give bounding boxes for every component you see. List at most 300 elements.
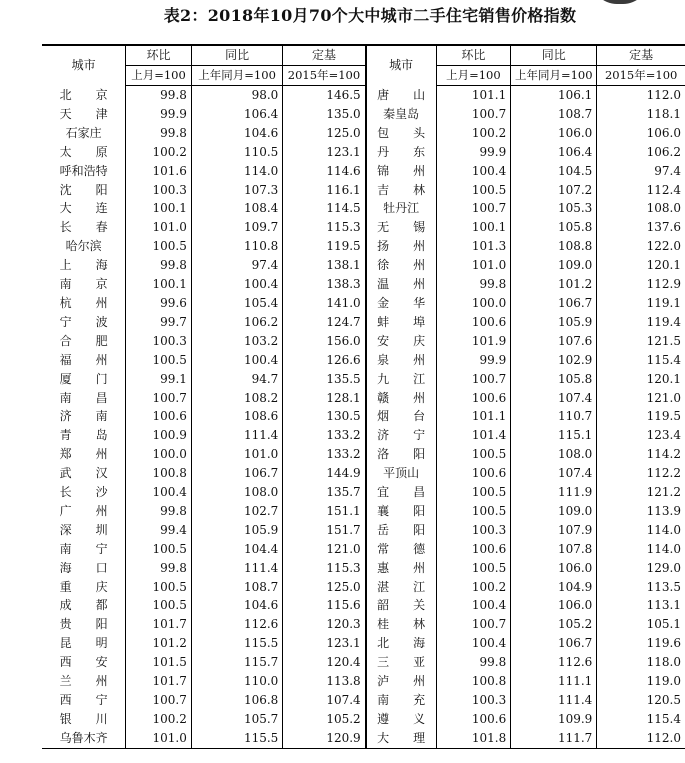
- yoy-cell-right: 106.0: [511, 596, 597, 615]
- city-cell-right: 南 充: [377, 693, 426, 707]
- city-cell-right: 无 锡: [377, 220, 426, 235]
- table-row: [42, 729, 685, 748]
- header-dj-right: 定基: [597, 45, 685, 66]
- yoy-cell-right: 106.4: [511, 143, 597, 162]
- yoy-cell-right: 107.9: [511, 521, 597, 540]
- yoy-cell-right: 105.2: [511, 615, 597, 634]
- table-row: [42, 105, 685, 124]
- table-row: [42, 313, 685, 332]
- city-cell: 广 州: [59, 503, 108, 518]
- mom-cell-right: 101.1: [436, 407, 511, 426]
- subheader-dj-right: 2015年=100: [597, 66, 685, 86]
- city-cell-right: 宜 昌: [377, 485, 426, 500]
- table-row: [42, 218, 685, 237]
- mom-cell: 100.5: [126, 237, 192, 256]
- base-cell: 133.2: [283, 445, 366, 464]
- base-cell-right: 119.5: [597, 407, 685, 426]
- base-cell-right: 121.0: [597, 389, 685, 408]
- table-title: 表2：2018年10月70个大中城市二手住宅销售价格指数: [163, 6, 577, 25]
- base-cell-right: 120.5: [597, 691, 685, 710]
- mom-cell-right: 100.0: [436, 294, 511, 313]
- yoy-cell-right: 105.8: [511, 370, 597, 389]
- table-row: [42, 181, 685, 200]
- base-cell-right: 97.4: [597, 162, 685, 181]
- yoy-cell-right: 104.5: [511, 162, 597, 181]
- city-cell-right: 蚌 埠: [377, 314, 426, 329]
- mom-cell-right: 100.5: [436, 502, 511, 521]
- yoy-cell-right: 108.8: [511, 237, 597, 256]
- city-cell: 合 肥: [59, 333, 108, 348]
- base-cell-right: 115.4: [597, 351, 685, 370]
- yoy-cell: 108.2: [191, 389, 282, 408]
- yoy-cell: 111.4: [191, 426, 282, 445]
- mom-cell-right: 101.3: [436, 237, 511, 256]
- yoy-cell-right: 112.6: [511, 653, 597, 672]
- mom-cell: 100.2: [126, 143, 192, 162]
- yoy-cell: 114.0: [191, 162, 282, 181]
- yoy-cell-right: 107.8: [511, 540, 597, 559]
- mom-cell: 101.2: [126, 634, 192, 653]
- mom-cell: 101.7: [126, 615, 192, 634]
- base-cell: 115.3: [283, 218, 366, 237]
- yoy-cell: 110.5: [191, 143, 282, 162]
- city-cell: 兰 州: [59, 674, 108, 689]
- yoy-cell-right: 109.0: [511, 502, 597, 521]
- yoy-cell-right: 106.7: [511, 634, 597, 653]
- city-cell-right: 安 庆: [377, 333, 426, 348]
- mom-cell: 100.8: [126, 464, 192, 483]
- city-cell: 呼和浩特: [59, 163, 108, 178]
- city-cell-right: 洛 阳: [377, 447, 426, 462]
- base-cell: 121.0: [283, 540, 366, 559]
- mom-cell-right: 99.8: [436, 653, 511, 672]
- yoy-cell-right: 111.9: [511, 483, 597, 502]
- table-row: [42, 559, 685, 578]
- mom-cell: 99.9: [126, 105, 192, 124]
- table-row: [42, 370, 685, 389]
- city-cell-right: 岳 阳: [377, 522, 426, 537]
- base-cell: 114.5: [283, 199, 366, 218]
- city-cell-right: 济 宁: [377, 428, 426, 443]
- mom-cell: 100.4: [126, 483, 192, 502]
- yoy-cell: 104.4: [191, 540, 282, 559]
- city-cell-right: 包 头: [377, 125, 426, 140]
- city-cell: 成 都: [59, 598, 108, 613]
- city-cell-right: 平顶山: [383, 466, 420, 481]
- yoy-cell: 115.5: [191, 729, 282, 748]
- table-row: [42, 615, 685, 634]
- base-cell: 156.0: [283, 332, 366, 351]
- table-row: [42, 237, 685, 256]
- city-cell: 杭 州: [59, 295, 108, 310]
- city-cell: 南 宁: [59, 541, 108, 556]
- table-row: [42, 596, 685, 615]
- mom-cell-right: 100.7: [436, 370, 511, 389]
- yoy-cell: 110.0: [191, 672, 282, 691]
- yoy-cell: 102.7: [191, 502, 282, 521]
- yoy-cell: 115.7: [191, 653, 282, 672]
- yoy-cell-right: 111.1: [511, 672, 597, 691]
- base-cell-right: 114.2: [597, 445, 685, 464]
- base-cell: 138.1: [283, 256, 366, 275]
- mom-cell-right: 100.6: [436, 313, 511, 332]
- mom-cell: 100.5: [126, 596, 192, 615]
- base-cell: 116.1: [283, 181, 366, 200]
- city-cell: 昆 明: [59, 636, 108, 651]
- table-row: [42, 483, 685, 502]
- base-cell-right: 121.2: [597, 483, 685, 502]
- yoy-cell: 101.0: [191, 445, 282, 464]
- city-cell-right: 泉 州: [377, 352, 426, 367]
- base-cell-right: 119.4: [597, 313, 685, 332]
- base-cell-right: 119.6: [597, 634, 685, 653]
- table-row: [42, 143, 685, 162]
- base-cell: 119.5: [283, 237, 366, 256]
- city-cell: 乌鲁木齐: [42, 729, 126, 748]
- base-cell: 146.5: [283, 86, 366, 105]
- yoy-cell-right: 102.9: [511, 351, 597, 370]
- base-cell: 105.2: [283, 710, 366, 729]
- table-row: [42, 407, 685, 426]
- base-cell-right: 113.5: [597, 578, 685, 597]
- base-cell: 107.4: [283, 691, 366, 710]
- mom-cell: 100.3: [126, 332, 192, 351]
- mom-cell-right: 100.7: [436, 105, 511, 124]
- mom-cell-right: 100.5: [436, 181, 511, 200]
- base-cell-right: 112.4: [597, 181, 685, 200]
- yoy-cell: 106.7: [191, 464, 282, 483]
- mom-cell-right: 100.5: [436, 483, 511, 502]
- city-cell: 海 口: [59, 560, 108, 575]
- yoy-cell: 100.4: [191, 351, 282, 370]
- mom-cell: 101.7: [126, 672, 192, 691]
- base-cell-right: 112.0: [597, 86, 685, 105]
- base-cell-right: 113.9: [597, 502, 685, 521]
- yoy-cell: 106.2: [191, 313, 282, 332]
- city-cell-right: 惠 州: [377, 560, 426, 575]
- header-city: 城市: [42, 45, 126, 86]
- city-cell: 青 岛: [59, 428, 108, 443]
- city-cell-right: 赣 州: [377, 390, 426, 405]
- base-cell: 113.8: [283, 672, 366, 691]
- city-cell-right: 牡丹江: [383, 201, 420, 216]
- mom-cell: 100.1: [126, 275, 192, 294]
- city-cell: 深 圳: [59, 522, 108, 537]
- yoy-cell: 105.7: [191, 710, 282, 729]
- base-cell-right: 115.4: [597, 710, 685, 729]
- table-row: [42, 445, 685, 464]
- header-city-right: 城市: [366, 45, 436, 86]
- city-cell-right: 桂 林: [377, 617, 426, 632]
- city-cell: 武 汉: [59, 466, 108, 481]
- yoy-cell-right: 104.9: [511, 578, 597, 597]
- mom-cell: 100.5: [126, 351, 192, 370]
- table-row: [42, 332, 685, 351]
- city-cell-right: 金 华: [377, 295, 426, 310]
- base-cell-right: 114.0: [597, 540, 685, 559]
- base-cell-right: 112.2: [597, 464, 685, 483]
- mom-cell: 100.1: [126, 199, 192, 218]
- city-cell: 南 京: [59, 277, 108, 292]
- mom-cell-right: 100.5: [436, 445, 511, 464]
- table-row: [42, 578, 685, 597]
- yoy-cell-right: 110.7: [511, 407, 597, 426]
- city-cell-right: 吉 林: [377, 182, 426, 197]
- city-cell-right: 扬 州: [377, 239, 426, 254]
- city-cell-right: 秦皇岛: [383, 106, 420, 121]
- subheader-tb: 上年同月=100: [191, 66, 282, 86]
- mom-cell: 99.1: [126, 370, 192, 389]
- base-cell: 151.1: [283, 502, 366, 521]
- city-cell-right: 北 海: [377, 636, 426, 651]
- base-cell-right: 106.0: [597, 124, 685, 143]
- header-tb-right: 同比: [511, 45, 597, 66]
- mom-cell: 99.8: [126, 124, 192, 143]
- city-cell: 哈尔滨: [65, 239, 102, 254]
- base-cell: 135.5: [283, 370, 366, 389]
- yoy-cell: 103.2: [191, 332, 282, 351]
- mom-cell-right: 100.3: [436, 691, 511, 710]
- table-row: [42, 521, 685, 540]
- mom-cell: 99.8: [126, 502, 192, 521]
- yoy-cell-right: 109.0: [511, 256, 597, 275]
- yoy-cell-right: 107.2: [511, 181, 597, 200]
- yoy-cell: 108.0: [191, 483, 282, 502]
- yoy-cell: 105.9: [191, 521, 282, 540]
- table-row: [42, 162, 685, 181]
- yoy-cell-right: 105.9: [511, 313, 597, 332]
- mom-cell: 99.8: [126, 256, 192, 275]
- yoy-cell-right: 107.4: [511, 464, 597, 483]
- yoy-cell-right: 101.2: [511, 275, 597, 294]
- subheader-tb-right: 上年同月=100: [511, 66, 597, 86]
- base-cell: 124.7: [283, 313, 366, 332]
- mom-cell: 99.6: [126, 294, 192, 313]
- mom-cell-right: 99.8: [436, 275, 511, 294]
- mom-cell-right: 100.2: [436, 124, 511, 143]
- yoy-cell-right: 107.4: [511, 389, 597, 408]
- city-cell: 大 连: [59, 201, 108, 216]
- base-cell: 114.6: [283, 162, 366, 181]
- city-cell-right: 徐 州: [377, 258, 426, 273]
- yoy-cell: 98.0: [191, 86, 282, 105]
- city-cell-right: 韶 关: [377, 598, 426, 613]
- table-row: [42, 294, 685, 313]
- city-cell: 长 春: [59, 220, 108, 235]
- city-cell-right: 大 理: [366, 729, 436, 748]
- mom-cell: 100.5: [126, 540, 192, 559]
- mom-cell: 100.0: [126, 445, 192, 464]
- yoy-cell-right: 107.6: [511, 332, 597, 351]
- city-cell-right: 温 州: [377, 277, 426, 292]
- mom-cell-right: 100.7: [436, 199, 511, 218]
- mom-cell-right: 100.6: [436, 389, 511, 408]
- base-cell-right: 121.5: [597, 332, 685, 351]
- yoy-cell-right: 106.7: [511, 294, 597, 313]
- header-hb: 环比: [126, 45, 192, 66]
- city-cell-right: 湛 江: [377, 579, 426, 594]
- base-cell-right: 113.1: [597, 596, 685, 615]
- mom-cell-right: 100.6: [436, 540, 511, 559]
- mom-cell-right: 101.4: [436, 426, 511, 445]
- city-cell: 南 昌: [59, 390, 108, 405]
- yoy-cell: 106.4: [191, 105, 282, 124]
- mom-cell: 100.2: [126, 710, 192, 729]
- mom-cell-right: 100.3: [436, 521, 511, 540]
- table-row: [42, 256, 685, 275]
- base-cell-right: 112.9: [597, 275, 685, 294]
- table-row: [42, 710, 685, 729]
- base-cell: 126.6: [283, 351, 366, 370]
- mom-cell: 101.5: [126, 653, 192, 672]
- base-cell: 144.9: [283, 464, 366, 483]
- city-cell: 长 沙: [59, 485, 108, 500]
- yoy-cell: 111.4: [191, 559, 282, 578]
- city-cell: 银 川: [59, 711, 108, 726]
- city-cell-right: 常 德: [377, 541, 426, 556]
- base-cell-right: 122.0: [597, 237, 685, 256]
- base-cell: 115.6: [283, 596, 366, 615]
- yoy-cell: 97.4: [191, 256, 282, 275]
- base-cell: 115.3: [283, 559, 366, 578]
- mom-cell-right: 100.6: [436, 464, 511, 483]
- yoy-cell: 108.7: [191, 578, 282, 597]
- subheader-hb: 上月=100: [126, 66, 192, 86]
- base-cell: 120.4: [283, 653, 366, 672]
- table-body: [42, 86, 685, 749]
- yoy-cell: 110.8: [191, 237, 282, 256]
- mom-cell-right: 101.9: [436, 332, 511, 351]
- yoy-cell: 109.7: [191, 218, 282, 237]
- base-cell: 135.7: [283, 483, 366, 502]
- city-cell: 贵 阳: [59, 617, 108, 632]
- mom-cell: 100.6: [126, 407, 192, 426]
- mom-cell-right: 99.9: [436, 351, 511, 370]
- table-row: [42, 426, 685, 445]
- city-cell: 北 京: [59, 87, 108, 102]
- mom-cell: 100.5: [126, 578, 192, 597]
- yoy-cell-right: 108.7: [511, 105, 597, 124]
- city-cell: 沈 阳: [59, 182, 108, 197]
- table-row: [42, 464, 685, 483]
- city-cell-right: 丹 东: [377, 144, 426, 159]
- base-cell-right: 118.1: [597, 105, 685, 124]
- mom-cell-right: 100.4: [436, 596, 511, 615]
- city-cell: 天 津: [59, 106, 108, 121]
- mom-cell: 99.8: [126, 86, 192, 105]
- yoy-cell-right: 111.7: [511, 729, 597, 748]
- base-cell-right: 120.1: [597, 370, 685, 389]
- table-row: [42, 124, 685, 143]
- mom-cell-right: 100.7: [436, 615, 511, 634]
- city-cell: 石家庄: [65, 125, 102, 140]
- city-cell-right: 锦 州: [377, 163, 426, 178]
- base-cell: 133.2: [283, 426, 366, 445]
- table-row: [42, 540, 685, 559]
- base-cell-right: 112.0: [597, 729, 685, 748]
- subheader-hb-right: 上月=100: [436, 66, 511, 86]
- yoy-cell-right: 108.0: [511, 445, 597, 464]
- base-cell-right: 137.6: [597, 218, 685, 237]
- table-row: [42, 634, 685, 653]
- base-cell: 123.1: [283, 634, 366, 653]
- yoy-cell: 108.6: [191, 407, 282, 426]
- base-cell: 141.0: [283, 294, 366, 313]
- mom-cell: 100.9: [126, 426, 192, 445]
- base-cell-right: 119.0: [597, 672, 685, 691]
- yoy-cell: 106.8: [191, 691, 282, 710]
- city-cell-right: 襄 阳: [377, 503, 426, 518]
- header-tb: 同比: [191, 45, 282, 66]
- yoy-cell: 100.4: [191, 275, 282, 294]
- yoy-cell: 94.7: [191, 370, 282, 389]
- mom-cell: 101.0: [126, 729, 192, 748]
- mom-cell: 100.7: [126, 389, 192, 408]
- city-cell: 太 原: [59, 144, 108, 159]
- city-cell: 上 海: [59, 258, 108, 273]
- mom-cell-right: 101.0: [436, 256, 511, 275]
- table-row: [42, 672, 685, 691]
- base-cell: 125.0: [283, 124, 366, 143]
- base-cell: 128.1: [283, 389, 366, 408]
- base-cell: 120.3: [283, 615, 366, 634]
- base-cell-right: 105.1: [597, 615, 685, 634]
- yoy-cell-right: 105.8: [511, 218, 597, 237]
- city-cell: 重 庆: [59, 579, 108, 594]
- yoy-cell: 105.4: [191, 294, 282, 313]
- city-cell: 西 宁: [59, 693, 108, 707]
- yoy-cell: 104.6: [191, 596, 282, 615]
- table-row: [42, 351, 685, 370]
- city-cell-right: 烟 台: [377, 409, 426, 424]
- base-cell: 120.9: [283, 729, 366, 748]
- base-cell-right: 106.2: [597, 143, 685, 162]
- yoy-cell-right: 106.0: [511, 559, 597, 578]
- table-row: [42, 653, 685, 672]
- yoy-cell-right: 106.0: [511, 124, 597, 143]
- base-cell-right: 119.1: [597, 294, 685, 313]
- city-cell: 郑 州: [59, 447, 108, 462]
- yoy-cell-right: 106.1: [511, 86, 597, 105]
- table-row: [42, 275, 685, 294]
- city-cell-right: 遵 义: [377, 711, 426, 726]
- yoy-cell-right: 109.9: [511, 710, 597, 729]
- city-cell-right: 九 江: [377, 371, 426, 386]
- mom-cell-right: 101.1: [436, 86, 511, 105]
- mom-cell: 101.6: [126, 162, 192, 181]
- yoy-cell-right: 111.4: [511, 691, 597, 710]
- base-cell: 130.5: [283, 407, 366, 426]
- mom-cell-right: 100.4: [436, 162, 511, 181]
- table-row: [42, 199, 685, 218]
- mom-cell: 100.3: [126, 181, 192, 200]
- base-cell-right: 129.0: [597, 559, 685, 578]
- table-row: [42, 389, 685, 408]
- yoy-cell: 104.6: [191, 124, 282, 143]
- base-cell: 125.0: [283, 578, 366, 597]
- mom-cell-right: 100.2: [436, 578, 511, 597]
- mom-cell: 100.7: [126, 691, 192, 710]
- base-cell-right: 114.0: [597, 521, 685, 540]
- mom-cell-right: 99.9: [436, 143, 511, 162]
- base-cell: 138.3: [283, 275, 366, 294]
- mom-cell: 101.0: [126, 218, 192, 237]
- mom-cell-right: 101.8: [436, 729, 511, 748]
- header-hb-right: 环比: [436, 45, 511, 66]
- mom-cell-right: 100.1: [436, 218, 511, 237]
- mom-cell: 99.8: [126, 559, 192, 578]
- city-cell-right: 三 亚: [377, 655, 426, 670]
